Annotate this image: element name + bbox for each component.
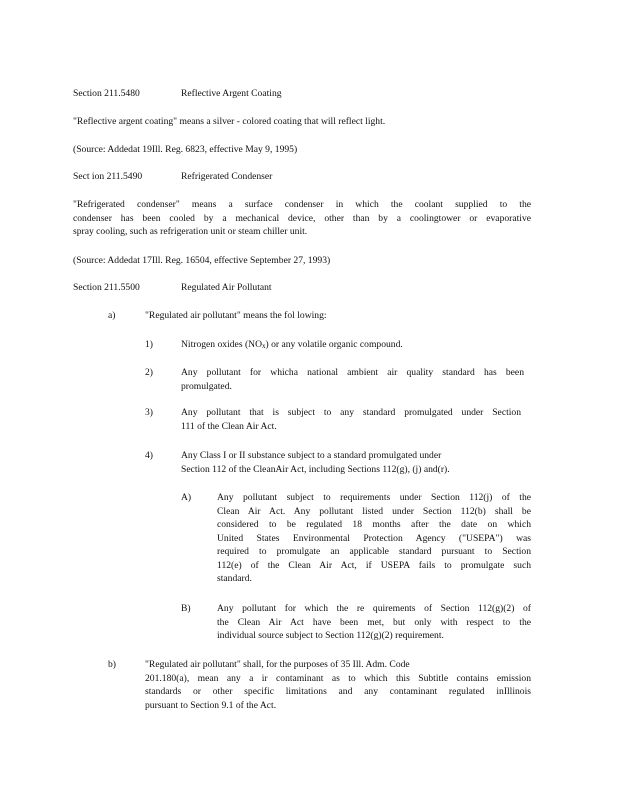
- subitem-marker: B): [181, 603, 191, 614]
- item-marker: 3): [145, 407, 153, 418]
- list-item: Any pollutant for whicha national ambient air quality standard has been promulgated.: [181, 367, 524, 392]
- source-note: (Source: Addedat 17Ill. Reg. 16504, effective September 27, 1993): [73, 255, 331, 266]
- list-item: Any pollutant that is subject to any standard promulgated under Section 111 of the Clean Air Act.: [181, 407, 521, 432]
- definition-line: "Refrigerated condenser" means a surface condenser in which the coolant supplied to the: [73, 199, 531, 210]
- item-marker: 1): [145, 339, 153, 350]
- subitem-text: Any pollutant for which the re quirements of Section 112(g)(2) of the Clean Air Act have been met, but only with respect to the individual source subject to Section 112(g)(2) requirement.: [217, 603, 531, 641]
- section-title: Refrigerated Condenser: [181, 171, 273, 182]
- definition-line: "Reflective argent coating" means a silver - colored coating that will reflect light.: [73, 116, 386, 127]
- item-marker: 2): [145, 367, 153, 378]
- subsection-marker: b): [108, 659, 116, 670]
- list-item: Nitrogen oxides $(NO_x)$ or any volatile organic compound.: [181, 339, 403, 350]
- definition-line: condenser has been cooled by a mechanical device, other than by a coolingtower or evaporative: [73, 212, 531, 224]
- definition-paragraph: [73, 115, 531, 129]
- subitem-text: Any pollutant subject to requirements under Section 112(j) of the Clean Air Act. Any pollutant listed under Section 112(b) shall be considered to be regulated 18 months after the date on which United States Environmental Protection Agency ("USEPA") was required to promulgate an applicable standard pursuant to Section 112(e) of the Clean Air Act, if USEPA fails to promulgate such standard.: [217, 492, 531, 584]
- subitem-marker: A): [181, 492, 192, 503]
- section-number: Section 211.5480: [73, 88, 140, 99]
- source-note: (Source: Addedat 19Ill. Reg. 6823, effective May 9, 1995): [73, 144, 298, 155]
- item-marker: 4): [145, 450, 153, 461]
- section-title: Regulated Air Pollutant: [181, 282, 272, 293]
- section-number: Section 211.5500: [73, 282, 140, 293]
- subsection-marker: a): [108, 310, 116, 321]
- definition-line: spray cooling, such as refrigeration unit or steam chiller unit.: [73, 226, 308, 237]
- section-title: Reflective Argent Coating: [181, 88, 282, 99]
- subsection-text: "Regulated air pollutant" shall, for the purposes of 35 Ill. Adm. Code 201.180(a), mean any a ir contaminant as to which this Subtitle contains emission standards or other specific limitations and any contaminant regulated inIllinois pursuant to Section 9.1 of the Act.: [145, 659, 531, 711]
- subsection-text: "Regulated air pollutant" means the fol lowing:: [145, 310, 327, 321]
- list-item: Any Class I or II substance subject to a standard promulgated under Section 112 of the CleanAir Act, including Sections 112(g), (j) and(r).: [181, 450, 450, 475]
- section-number: Sect ion 211.5490: [73, 171, 143, 182]
- definition-paragraph: [73, 198, 531, 239]
